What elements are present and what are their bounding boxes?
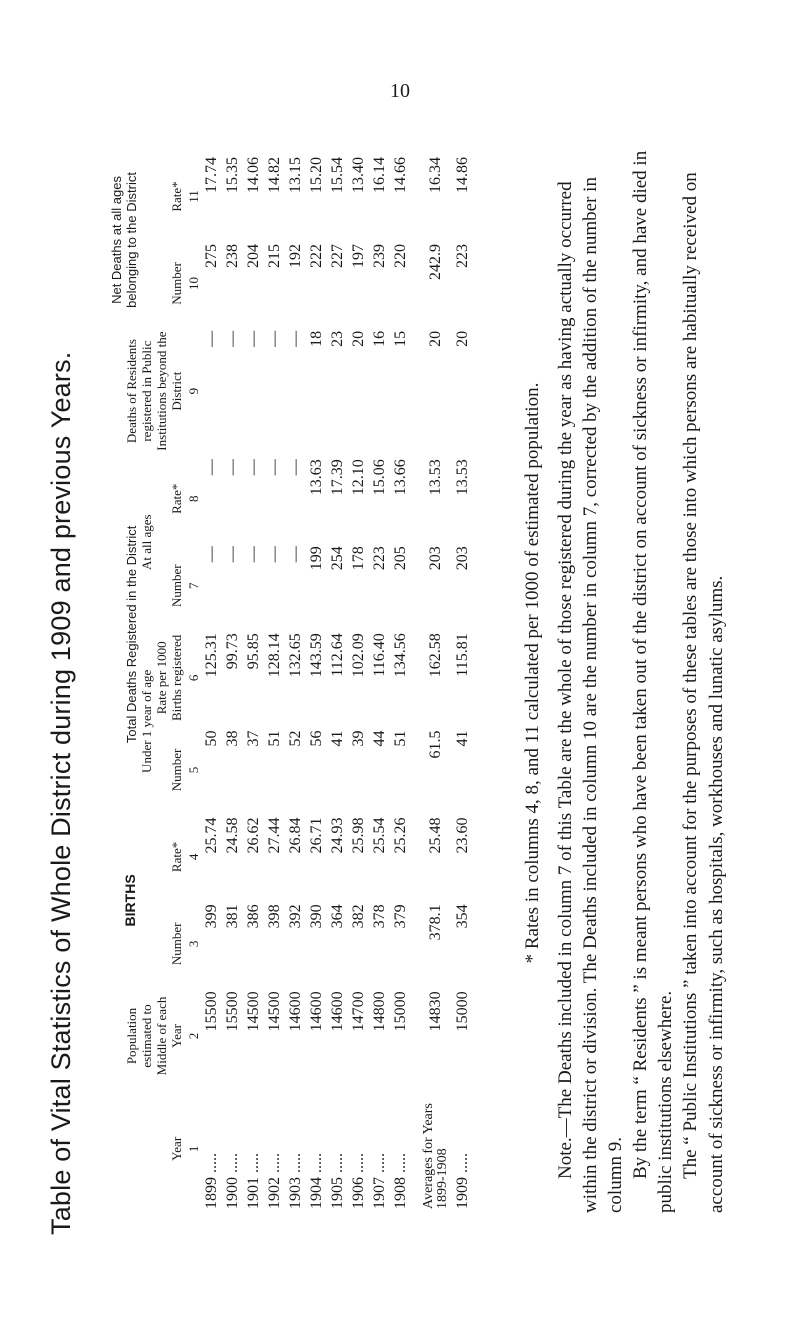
cell-residents: — <box>224 330 242 347</box>
cell-births-rate: 26.84 <box>287 817 305 854</box>
cell-net-rate: 14.06 <box>245 157 263 193</box>
cell-year: 1903 ..... <box>287 1153 305 1209</box>
header-residents-group: Deaths of Residents registered in Public Institutions beyond the District <box>123 331 184 451</box>
column-index: 5 <box>185 766 201 774</box>
cell-net-rate: 15.54 <box>329 157 347 193</box>
cell-allages-rate: 15.06 <box>371 459 389 496</box>
header-under1-number: Number <box>168 748 184 792</box>
avg-population: 14830 <box>427 991 445 1032</box>
cell-under1-rate: 95.85 <box>245 633 263 670</box>
cell-population: 14600 <box>329 991 347 1032</box>
cell-net-rate: 14.66 <box>392 157 410 193</box>
cell-births: 364 <box>329 904 347 929</box>
cell-births: 378 <box>371 904 389 929</box>
cell-net: 227 <box>329 243 347 268</box>
avg-net-rate: 16.34 <box>427 157 445 193</box>
cur-allages: 203 <box>453 546 471 571</box>
document-title: Table of Vital Statistics of Whole District during 1909 and previous Years. <box>46 351 76 1235</box>
cell-allages: — <box>287 546 305 563</box>
avg-residents: 20 <box>427 330 445 347</box>
column-index: 9 <box>185 387 201 395</box>
cell-births: 398 <box>266 904 284 929</box>
cell-net: 197 <box>350 243 368 268</box>
cur-net-rate: 14.86 <box>453 157 471 193</box>
cell-residents: 20 <box>350 330 368 347</box>
table-row <box>265 153 286 1213</box>
cell-population: 15000 <box>392 991 410 1032</box>
cell-under1-rate: 125.31 <box>203 633 221 678</box>
cell-under1: 51 <box>266 730 284 747</box>
header-net-number: Number <box>168 262 184 305</box>
table-row <box>307 153 328 1213</box>
cell-residents: 18 <box>308 330 326 347</box>
cell-population: 14500 <box>245 991 263 1032</box>
cell-residents: 15 <box>392 330 410 347</box>
cell-allages: 223 <box>371 546 389 571</box>
cell-under1-rate: 112.64 <box>329 633 347 677</box>
cell-year: 1909 ..... <box>453 1153 471 1209</box>
cell-net-rate: 15.35 <box>224 157 242 193</box>
header-population: Population estimated to Middle of each Year <box>123 996 184 1076</box>
cell-under1-rate: 132.65 <box>287 633 305 678</box>
cell-residents: 23 <box>329 330 347 347</box>
cell-under1: 52 <box>287 730 305 747</box>
notes-section <box>520 133 729 1213</box>
cell-under1-rate: 134.56 <box>392 633 410 678</box>
cell-net-rate: 14.82 <box>266 157 284 193</box>
page-number: 10 <box>390 80 410 102</box>
cell-year: 1907 ..... <box>371 1153 389 1209</box>
header-total-deaths-group: Total Deaths Registered in the District <box>123 525 139 744</box>
cell-allages-rate: — <box>203 459 221 476</box>
cur-population: 15000 <box>453 991 471 1032</box>
cell-year: 1901 ..... <box>245 1153 263 1209</box>
cell-under1-rate: 143.59 <box>308 633 326 678</box>
cell-allages-rate: 13.63 <box>308 459 326 496</box>
cell-net-rate: 13.40 <box>350 157 368 193</box>
column-index: 11 <box>185 190 201 203</box>
column-index: 1 <box>185 1145 201 1153</box>
note-paragraph: The “ Public Institutions ” taken into account for the purposes of these tables are those into which persons are habitually received on account of sickness or infirmity, such as hospitals, workhouses and lunatic asylums. <box>680 172 727 1213</box>
cell-allages: 205 <box>392 546 410 571</box>
header-births-rate: Rate* <box>168 841 184 873</box>
cur-births: 354 <box>453 904 471 929</box>
cell-residents: — <box>245 330 263 347</box>
cell-net-rate: 13.15 <box>287 157 305 193</box>
header-births-group: BIRTHS <box>121 874 138 927</box>
cell-allages-rate: — <box>245 459 263 476</box>
cell-net: 215 <box>266 243 284 268</box>
header-allages-group: At all ages <box>138 514 154 571</box>
cell-population: 14600 <box>287 991 305 1032</box>
cell-allages-rate: 13.66 <box>392 459 410 496</box>
cell-net-rate: 17.74 <box>203 157 221 193</box>
cell-births-rate: 26.62 <box>245 817 263 854</box>
cell-under1-rate: 99.73 <box>224 633 242 670</box>
cell-allages: 178 <box>350 546 368 571</box>
averages-row <box>412 153 452 1213</box>
cur-residents: 20 <box>453 330 471 347</box>
cell-under1: 41 <box>329 730 347 747</box>
cell-under1: 44 <box>371 730 389 747</box>
cell-net: 275 <box>203 243 221 268</box>
header-net-deaths-group: Net Deaths at all ages belonging to the District <box>109 172 139 308</box>
column-index: 3 <box>185 940 201 948</box>
cell-net: 220 <box>392 243 410 268</box>
cur-births-rate: 23.60 <box>453 817 471 854</box>
cell-population: 15500 <box>224 991 242 1032</box>
cell-allages: 199 <box>308 546 326 571</box>
cell-allages-rate: — <box>266 459 284 476</box>
table-row <box>349 153 370 1213</box>
cell-population: 14700 <box>350 991 368 1032</box>
cell-population: 14800 <box>371 991 389 1032</box>
footnote: * Rates in columns 4, 8, and 11 calculated per 1000 of estimated population. <box>522 382 543 964</box>
header-under1-rate: Rate per 1000 Births registered <box>153 634 184 721</box>
cell-residents: 16 <box>371 330 389 347</box>
header-allages-rate: Rate* <box>168 483 184 514</box>
cell-under1-rate: 128.14 <box>266 633 284 678</box>
cell-births: 382 <box>350 904 368 929</box>
cur-under1: 41 <box>453 730 471 747</box>
cell-residents: — <box>203 330 221 347</box>
cell-residents: — <box>287 330 305 347</box>
cell-under1: 38 <box>224 730 242 747</box>
cell-allages-rate: 12.10 <box>350 459 368 496</box>
avg-under1: 61.5 <box>427 730 445 759</box>
header-allages-number: Number <box>168 564 184 608</box>
avg-births: 378.1 <box>427 904 445 941</box>
cell-year: 1902 ..... <box>266 1153 284 1209</box>
cell-allages-rate: — <box>287 459 305 476</box>
cell-births-rate: 24.93 <box>329 817 347 854</box>
cell-under1: 39 <box>350 730 368 747</box>
header-under1-group: Under 1 year of age <box>138 669 154 773</box>
avg-under1-rate: 162.58 <box>427 633 445 678</box>
cell-births: 390 <box>308 904 326 929</box>
cell-allages: — <box>224 546 242 563</box>
cell-births-rate: 24.58 <box>224 817 242 854</box>
note-paragraph: By the term “ Residents ” is meant persons who have been taken out of the district on account of sickness or infirmity, and have died in public institutions elsewhere. <box>630 150 677 1213</box>
cell-births: 399 <box>203 904 221 929</box>
cell-births-rate: 27.44 <box>266 817 284 854</box>
cell-under1-rate: 116.40 <box>371 633 389 677</box>
cell-population: 14600 <box>308 991 326 1032</box>
column-index: 4 <box>185 853 201 861</box>
cell-births-rate: 25.26 <box>392 817 410 854</box>
cell-population: 15500 <box>203 991 221 1032</box>
cell-residents: — <box>266 330 284 347</box>
cell-under1: 51 <box>392 730 410 747</box>
cell-year: 1905 ..... <box>329 1153 347 1209</box>
column-index: 8 <box>185 495 201 503</box>
cell-year: 1904 ..... <box>308 1153 326 1209</box>
avg-births-rate: 25.48 <box>427 817 445 854</box>
cell-year: 1906 ..... <box>350 1153 368 1209</box>
cell-under1: 50 <box>203 730 221 747</box>
cell-allages: — <box>203 546 221 563</box>
cell-allages-rate: 17.39 <box>329 459 347 496</box>
header-year: Year <box>168 1136 184 1161</box>
column-index: 2 <box>185 1032 201 1040</box>
averages-label: Averages for Years 1899-1908 <box>420 1103 451 1209</box>
cell-births-rate: 25.74 <box>203 817 221 854</box>
column-index: 6 <box>185 674 201 682</box>
cell-births: 379 <box>392 904 410 929</box>
cell-births-rate: 25.54 <box>371 817 389 854</box>
column-index: 7 <box>185 582 201 589</box>
table-body <box>202 153 473 1213</box>
vital-statistics-table <box>110 153 473 1213</box>
cell-births: 392 <box>287 904 305 929</box>
cell-year: 1899 ..... <box>203 1153 221 1209</box>
cell-net: 238 <box>224 243 242 268</box>
table-row <box>391 153 412 1213</box>
table-row <box>328 153 349 1213</box>
cell-net: 192 <box>287 243 305 268</box>
rotated-page-content <box>40 75 760 1275</box>
avg-allages: 203 <box>427 546 445 571</box>
table-row <box>223 153 244 1213</box>
cell-net-rate: 16.14 <box>371 157 389 193</box>
avg-net: 242.9 <box>427 243 445 280</box>
cell-under1: 56 <box>308 730 326 747</box>
cell-net: 222 <box>308 243 326 268</box>
cell-allages: — <box>245 546 263 563</box>
cell-allages-rate: — <box>224 459 242 476</box>
cell-births: 381 <box>224 904 242 929</box>
cell-net: 239 <box>371 243 389 268</box>
current-year-row <box>452 153 473 1213</box>
cur-allages-rate: 13.53 <box>453 459 471 496</box>
note-paragraph: Note.—The Deaths included in column 7 of this Table are the whole of those registered during the year as having actually occurred within the district or division. The Deaths included in column 10 are the number in column 7, corrected by the addition of the number in column 9. <box>555 177 627 1213</box>
header-births-number: Number <box>168 922 184 966</box>
table-row <box>370 153 391 1213</box>
cell-allages: — <box>266 546 284 563</box>
cell-births: 386 <box>245 904 263 929</box>
cell-net: 204 <box>245 243 263 268</box>
column-index: 10 <box>185 276 201 290</box>
cell-allages: 254 <box>329 546 347 571</box>
cell-population: 14500 <box>266 991 284 1032</box>
cell-net-rate: 15.20 <box>308 157 326 193</box>
cell-year: 1908 ..... <box>392 1153 410 1209</box>
table-row <box>202 153 223 1213</box>
cell-under1: 37 <box>245 730 263 747</box>
header-net-rate: Rate* <box>168 181 184 212</box>
avg-allages-rate: 13.53 <box>427 459 445 496</box>
cell-births-rate: 26.71 <box>308 817 326 854</box>
cell-births-rate: 25.98 <box>350 817 368 854</box>
cell-year: 1900 ..... <box>224 1153 242 1209</box>
table-row <box>286 153 307 1213</box>
cell-under1-rate: 102.09 <box>350 633 368 678</box>
cur-under1-rate: 115.81 <box>453 633 471 677</box>
table-row <box>244 153 265 1213</box>
cur-net: 223 <box>453 243 471 268</box>
